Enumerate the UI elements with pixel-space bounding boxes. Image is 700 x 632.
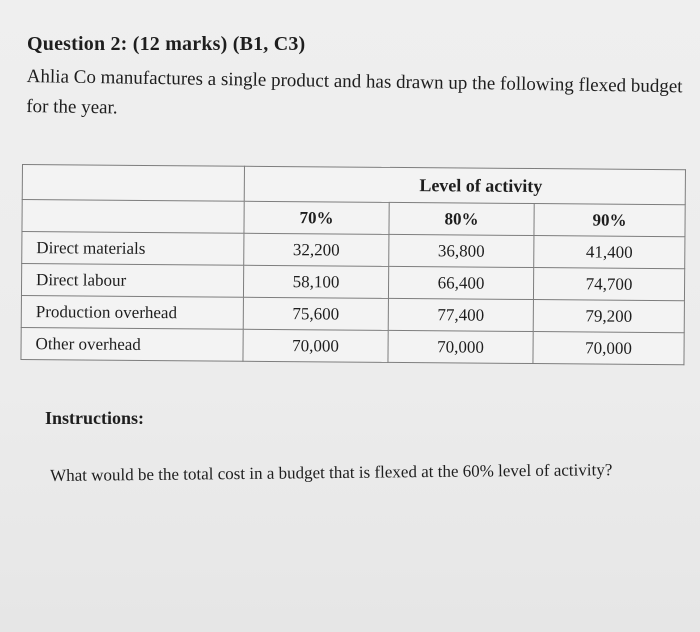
flexed-budget-table-wrapper [20, 164, 686, 365]
row-label: Other overhead [21, 327, 243, 361]
empty-label-cell [22, 200, 244, 234]
cell-value: 66,400 [388, 266, 533, 299]
row-label: Direct materials [22, 232, 244, 266]
row-label: Direct labour [21, 264, 243, 298]
column-header-90: 90% [534, 204, 685, 237]
cell-value: 70,000 [243, 329, 388, 362]
question-title: Question 2: (12 marks) (B1, C3) [27, 33, 306, 55]
question-intro: Ahlia Co manufactures a single product and has drawn up the following flexed budget for the year. [26, 65, 683, 119]
column-header-80: 80% [389, 202, 534, 235]
cell-value: 58,100 [243, 265, 388, 298]
cell-value: 32,200 [244, 233, 389, 266]
empty-header-cell [22, 165, 244, 202]
table-percent-row [22, 200, 685, 237]
table-row [21, 264, 684, 301]
instructions-question: What would be the total cost in a budget that is flexed at the 60% level of activity? [50, 460, 613, 485]
cell-value: 74,700 [533, 268, 684, 301]
table-row [22, 232, 685, 269]
cell-value: 70,000 [388, 330, 533, 363]
cell-value: 75,600 [243, 297, 388, 330]
cell-value: 77,400 [388, 298, 533, 331]
cell-value: 70,000 [533, 332, 684, 365]
cell-value: 36,800 [389, 234, 534, 267]
table-row [21, 295, 684, 332]
column-header-70: 70% [244, 201, 389, 234]
table-header-row [22, 165, 685, 205]
cell-value: 79,200 [533, 300, 684, 333]
row-label: Production overhead [21, 295, 243, 329]
cell-value: 41,400 [534, 236, 685, 269]
level-of-activity-header: Level of activity [244, 166, 685, 204]
instructions-heading: Instructions: [45, 408, 145, 428]
flexed-budget-table [20, 164, 686, 365]
table-row [21, 327, 684, 364]
